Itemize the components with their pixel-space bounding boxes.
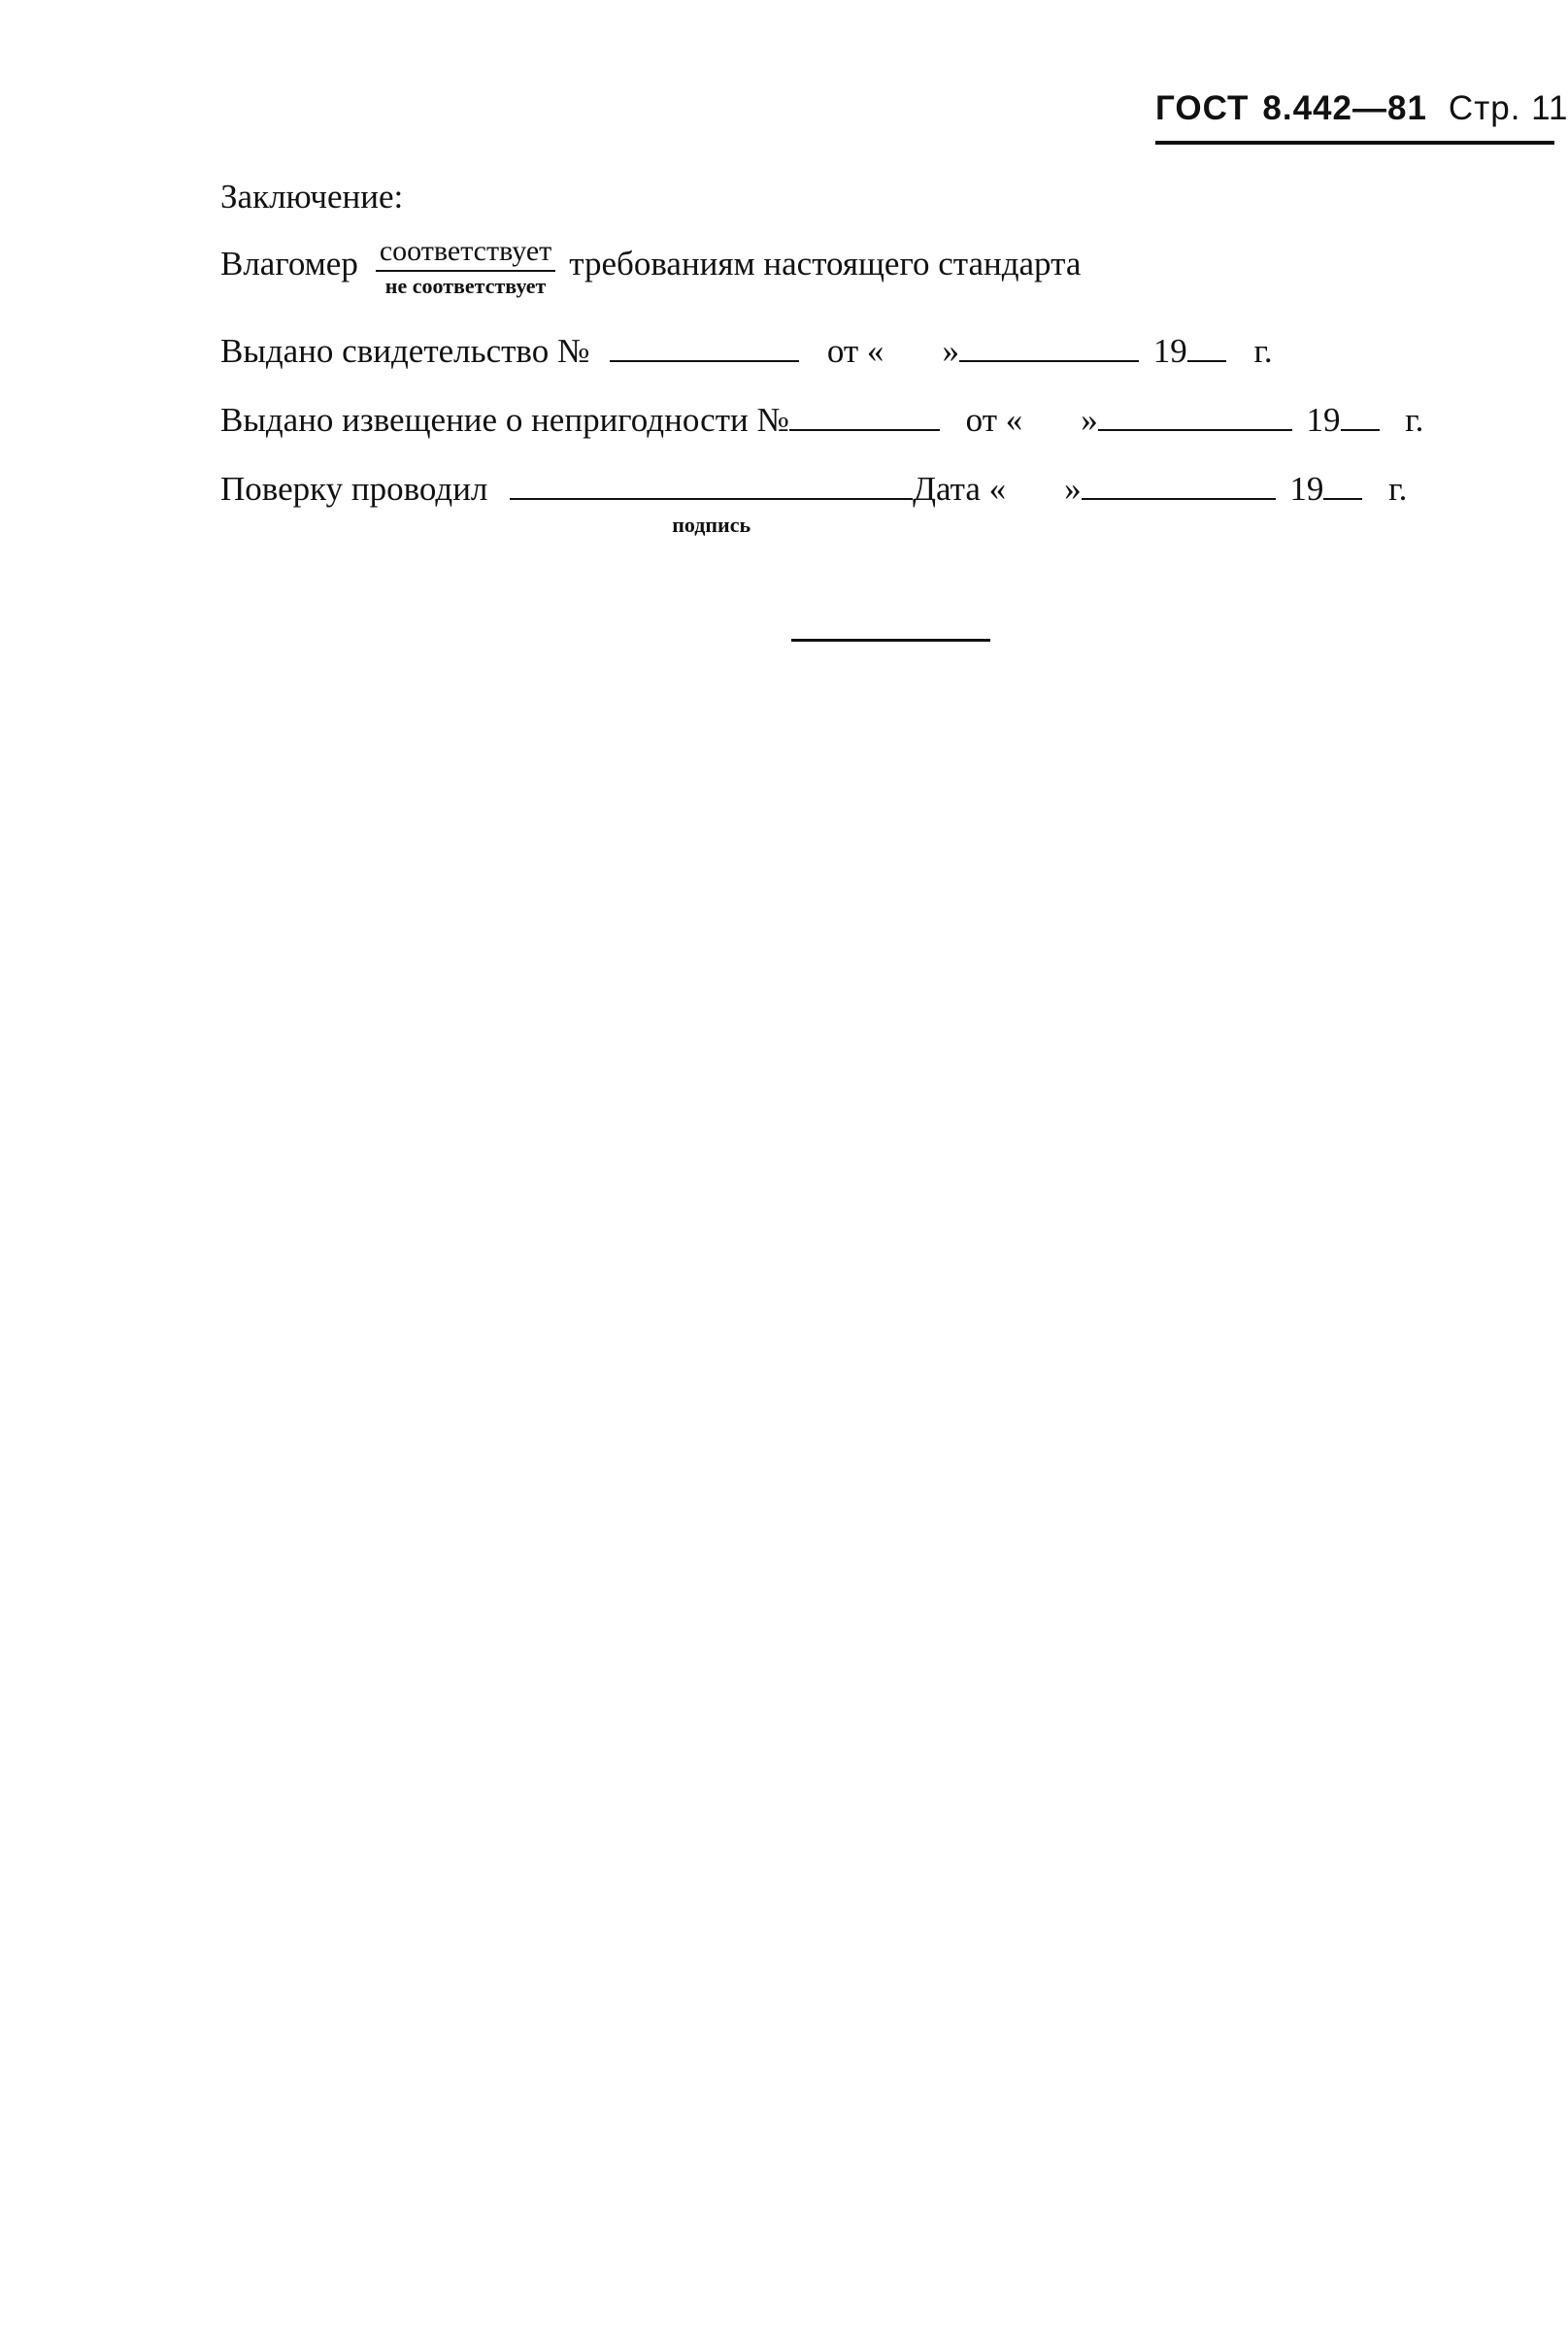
certificate-line	[220, 332, 1273, 371]
unfitness-notice-from: от «	[965, 401, 1023, 439]
meter-label: Влагомер	[220, 245, 358, 283]
unfitness-notice-year-field[interactable]	[1341, 428, 1380, 431]
page-header	[1155, 89, 1568, 128]
verification-month-field[interactable]	[1082, 497, 1276, 500]
option-not-complies: не соответствует	[384, 274, 547, 298]
requirements-text: требованиям настоящего стандарта	[569, 245, 1082, 283]
certificate-year-suffix: г.	[1253, 332, 1273, 370]
certificate-label: Выдано свидетельство №	[220, 332, 590, 370]
certificate-number-field[interactable]	[610, 359, 799, 362]
unfitness-notice-year-prefix: 19	[1306, 401, 1341, 439]
compliance-fraction	[376, 237, 555, 297]
verification-label: Поверку проводил	[220, 470, 488, 508]
unfitness-notice-month-field[interactable]	[1098, 428, 1292, 431]
verification-date-label: Дата «	[913, 470, 1007, 508]
certificate-year-prefix: 19	[1152, 332, 1187, 370]
verification-year-field[interactable]	[1323, 497, 1362, 500]
conclusion-title: Заключение:	[220, 178, 404, 216]
standard-label: ГОСТ	[1155, 89, 1250, 127]
conclusion-line	[220, 237, 1081, 297]
option-complies: соответствует	[376, 237, 555, 272]
verification-year-suffix: г.	[1388, 470, 1408, 508]
certificate-close-quote: »	[942, 332, 959, 370]
certificate-day-field[interactable]	[884, 359, 942, 362]
header-underline	[1155, 141, 1554, 145]
unfitness-notice-label: Выдано извещение о непригодности №	[220, 401, 789, 439]
page-number: Стр. 11	[1448, 89, 1568, 127]
unfitness-notice-number-field[interactable]	[789, 428, 940, 431]
verification-line	[220, 470, 1408, 537]
unfitness-notice-day-field[interactable]	[1022, 428, 1081, 431]
verification-day-field[interactable]	[1006, 497, 1064, 500]
certificate-year-field[interactable]	[1187, 359, 1226, 362]
signature-block	[510, 470, 913, 537]
unfitness-notice-line	[220, 401, 1423, 440]
verification-close-quote: »	[1064, 470, 1082, 508]
standard-number: 8.442—81	[1262, 89, 1427, 127]
unfitness-notice-year-suffix: г.	[1405, 401, 1424, 439]
certificate-from: от «	[826, 332, 884, 370]
signature-caption: подпись	[672, 513, 751, 537]
signature-field[interactable]	[510, 497, 913, 500]
end-divider	[791, 639, 990, 642]
certificate-month-field[interactable]	[959, 359, 1139, 362]
verification-year-prefix: 19	[1289, 470, 1324, 508]
unfitness-notice-close-quote: »	[1081, 401, 1098, 439]
